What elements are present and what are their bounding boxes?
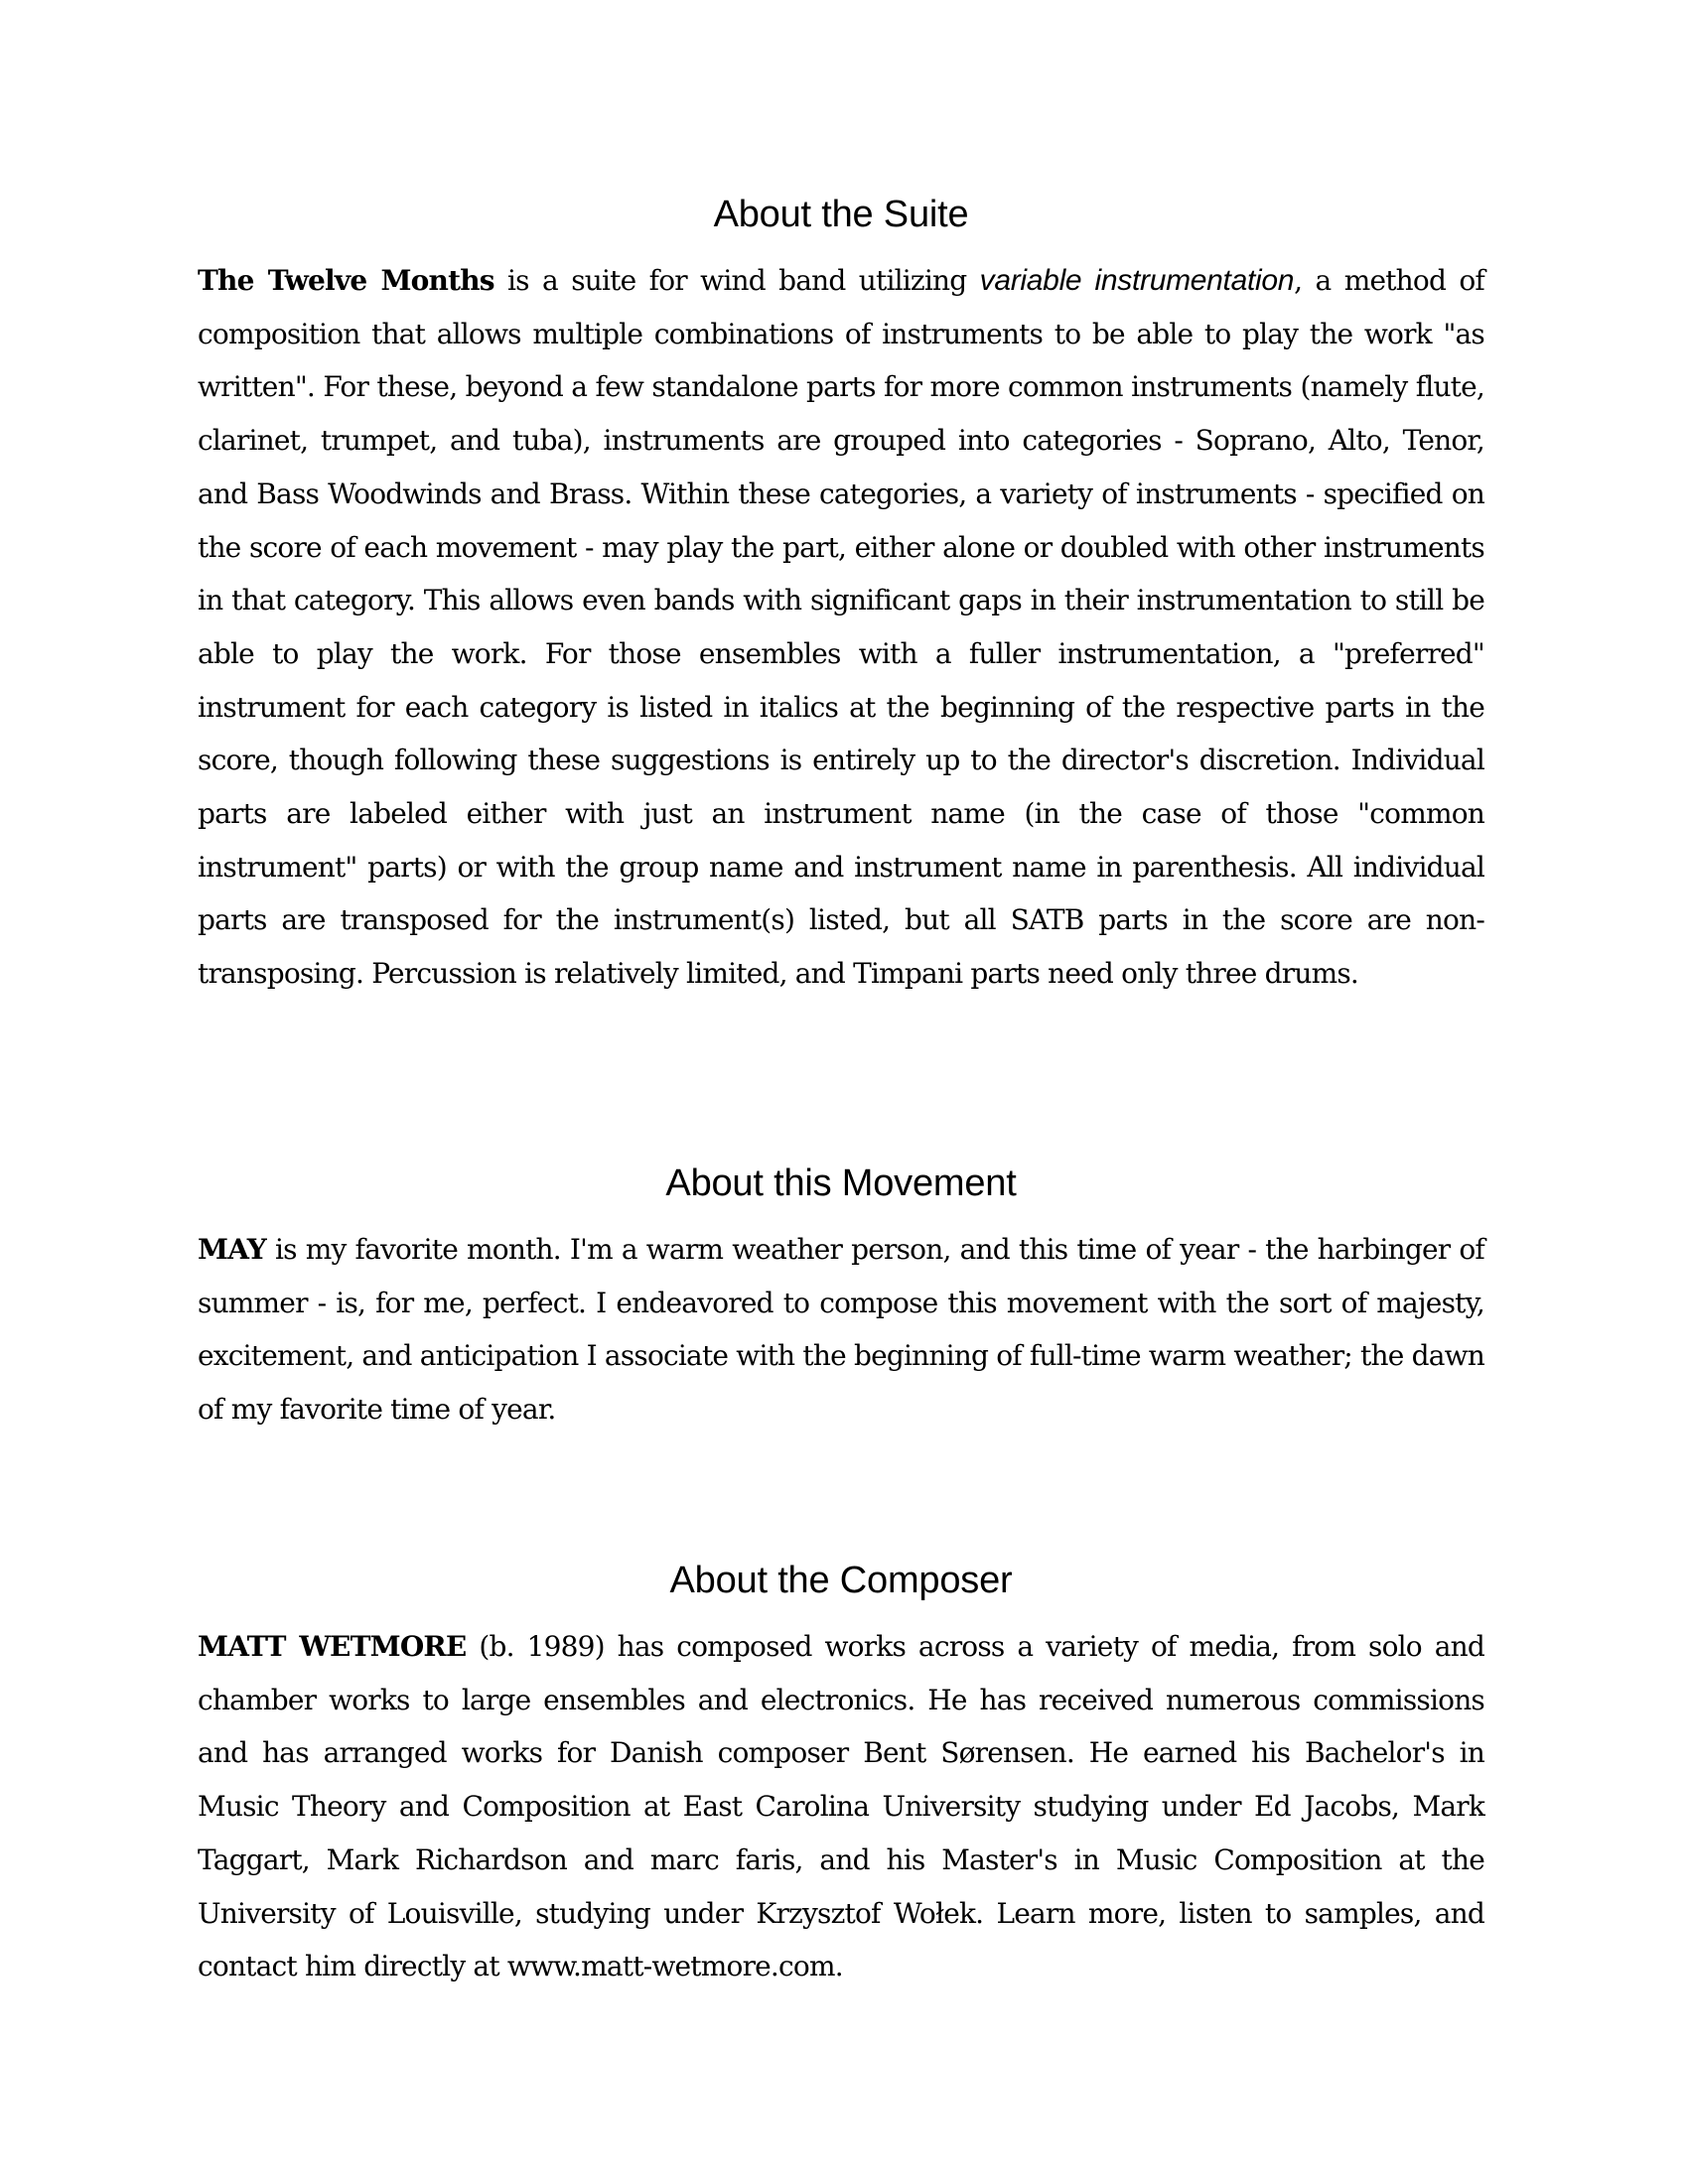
suite-italic-term: variable instrumentation: [979, 264, 1295, 297]
about-movement-section: [198, 1160, 1484, 1436]
movement-text: is my favorite month. I'm a warm weather person, and this time of year - the harbinger of summer - is, for me, perfect. I endeavored to compose this movement with the sort of majesty, excitement, and anticipation I associate with the beginning of full-time warm weather; the dawn of my favorite time of year.: [198, 1233, 1484, 1427]
about-composer-heading: About the Composer: [669, 1560, 1013, 1601]
suite-text-part-2: , a method of composition that allows multiple combinations of instruments to be able to play the work "as written". For these, beyond a few standalone parts for more common instruments (namely flute, clarinet, trumpet, and tuba), instruments are grouped into categories - Soprano, Alto, Tenor, and Bass Woodwinds and Brass. Within these categories, a variety of instruments - specified on the score of each movement - may play the part, either alone or doubled with other instruments in that category. This allows even bands with significant gaps in their instrumentation to still be able to play the work. For those ensembles with a fuller instrumentation, a "preferred" instrument for each category is listed in italics at the beginning of the respective parts in the score, though following these suggestions is entirely up to the director's discretion. Individual parts are labeled either with just an instrument name (in the case of those "common instrument" parts) or with the group name and instrument name in parenthesis. All individual parts are transposed for the instrument(s) listed, but all SATB parts in the score are non-transposing. Percussion is relatively limited, and Timpani parts need only three drums.: [198, 264, 1484, 991]
suite-title-bold: The Twelve Months: [198, 264, 494, 297]
about-suite-section: [198, 191, 1484, 1001]
suite-text-part-1: is a suite for wind band utilizing: [493, 264, 980, 297]
composer-name-bold: MATT WETMORE: [198, 1630, 467, 1663]
about-composer-paragraph: [198, 1620, 1484, 1993]
about-suite-heading: About the Suite: [713, 194, 969, 235]
about-composer-section: [198, 1557, 1484, 1993]
about-suite-paragraph: [198, 254, 1484, 1001]
movement-name-bold: MAY: [198, 1233, 266, 1266]
about-movement-heading: About this Movement: [665, 1162, 1017, 1204]
about-movement-paragraph: [198, 1223, 1484, 1436]
composer-text: (b. 1989) has composed works across a variety of media, from solo and chamber works to large ensembles and electronics. He has received numerous commissions and has arranged works for Danish composer Bent Sørensen. He earned his Bachelor's in Music Theory and Composition at East Carolina University studying under Ed Jacobs, Mark Taggart, Mark Richardson and marc faris, and his Master's in Music Composition at the University of Louisville, studying under Krzysztof Wołek. Learn more, listen to samples, and contact him directly at www.matt-wetmore.com.: [198, 1630, 1484, 1983]
